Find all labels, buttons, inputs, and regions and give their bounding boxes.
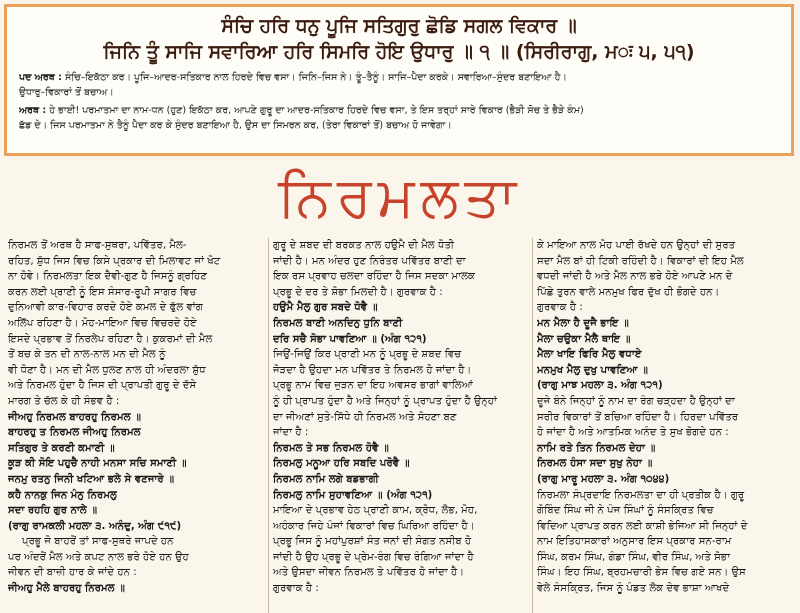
quote-line: ਸਦਾ ਰਹਹਿ ਗੁਰ ਨਾਲੇ ॥ [8, 505, 98, 517]
text-line: ਸਰੀਰ ਵਿਕਾਰਾਂ ਤੋਂ ਬਚਿਆ ਰਹਿੰਦਾ ਹੈ। ਹਿਰਦਾ ਪਵਿੱਤਰ [537, 411, 739, 423]
quote-line: ਮੈਲਾ ਖਾਇ ਫਿਰਿ ਮੈਲੁ ਵਧਾਏ [537, 349, 642, 361]
text-line: ਵੇਲੇ ਸੰਸਕ੍ਰਿਤ, ਜਿਸ ਨੂੰ ਪੰਡਤ ਲੋਕ ਦੇਵ ਭਾਸ਼ਾ ਆਖਦੇ [537, 583, 730, 595]
text-line: ਅਤੇ ਨਿਰਮਲ ਹੁੰਦਾ ਹੈ ਜਿਸ ਦੀ ਪ੍ਰਾਪਤੀ ਗੁਰੂ ਦੇ ਦੱਸੇ [8, 380, 197, 392]
text-line: ਦਾ ਜੀਅਣਾਂ ਸੁਤੇ-ਸਿੱਧੇ ਹੀ ਨਿਰਮਲ ਅਤੇ ਸੋਹਣਾ ਬਣ [273, 411, 457, 423]
arth-label: ਅਰਥ : [19, 105, 47, 116]
article-body [0, 238, 800, 613]
text-line: ਜਾਂਦੀ ਹੈ। ਮਨ ਅੰਦਰ ਹੁਣ ਨਿਰੰਤਰ ਪਵਿੱਤਰ ਬਾਣੀ ਦਾ [273, 255, 466, 267]
quote-line: (ਰਾਗੁ ਮਾਝ ਮਹਲਾ ੩. ਅੰਗ ੧੨੧) [537, 380, 663, 392]
text-line: ਪ੍ਰਭੂ ਜੋ ਬਾਹਰੋਂ ਤਾਂ ਸਾਫ-ਸੁਥਰੇ ਜਾਪਦੇ ਹਨ [22, 536, 174, 548]
text-line: ਅਤੇ ਉਸਦਾ ਜੀਵਨ ਨਿਰਮਲ ਤੇ ਪਵਿੱਤਰ ਹੋ ਜਾਂਦਾ ਹੈ। [273, 567, 465, 579]
article-title: ਨਿਰਮਲਤਾ [277, 165, 523, 230]
quote-line: ਸਤਿਗੁਰ ਤੇ ਕਰਣੀ ਕਮਾਣੀ ॥ [8, 442, 115, 454]
quote-line: ਕੂੜ ਕੀ ਸੋਇ ਪਹੁਚੈ ਨਾਹੀ ਮਨਸਾ ਸਚਿ ਸਮਾਣੀ ॥ [8, 458, 187, 470]
text-line: ਜੀਵਨ ਦੀ ਬਾਜ਼ੀ ਹਾਰ ਕੇ ਜਾਂਦੇ ਹਨ : [8, 567, 137, 579]
quote-line: ਮੈਲਾ ਚਉਕਾ ਮੈਲੈ ਥਾਇ ॥ [537, 333, 631, 345]
verse-line-1: ਸੰਚਿ ਹਰਿ ਧਨੁ ਪੂਜਿ ਸਤਿਗੁਰੁ ਛੋਡਿ ਸਗਲ ਵਿਕਾਰ ॥ [221, 15, 577, 37]
text-line: ਵੀ ਧੋਣਾ ਹੈ। ਮਨ ਦੀ ਮੈਲ ਧੁਲਣ ਨਾਲ ਹੀ ਅੰਦਰਲਾ ਸ਼ੁੱਧ [8, 364, 206, 376]
text-line: ਇਕ ਰਸ ਪ੍ਰਵਾਹ ਚਲਦਾ ਰਹਿੰਦਾ ਹੈ ਜਿਸ ਸਦਕਾ ਮਾਲਕ [273, 271, 475, 283]
column-2 [268, 238, 532, 613]
text-line: ਮਾਇਆ ਦੇ ਪ੍ਰਭਾਵ ਹੇਠ ਪ੍ਰਾਣੀ ਕਾਮ, ਕ੍ਰੋਧ, ਲੋਭ, ਮੋਹ, [273, 505, 478, 517]
text-line: ਜਾਂਦੀ ਹੈ ਉਹ ਪ੍ਰਭੂ ਦੇ ਪ੍ਰੇਮ-ਰੰਗ ਵਿਚ ਰੰਗਿਆ ਜਾਂਦਾ ਹੈ [273, 551, 474, 563]
title-band [0, 162, 800, 234]
column-1 [4, 238, 268, 613]
quote-line: (ਰਾਗੁ ਰਾਮਕਲੀ ਮਹਲਾ ੩. ਅਨੰਦੁ, ਅੰਗ ੯੧੯) [8, 520, 182, 532]
quote-line: ਬਾਹਰਹੁ ਤ ਨਿਰਮਲ ਜੀਅਹੁ ਨਿਰਮਲ [8, 427, 141, 439]
arth-line-2: ਛੱਡ ਦੇ। ਜਿਸ ਪਰਮਾਤਮਾ ਨੇ ਤੈਨੂੰ ਪੈਦਾ ਕਰ ਕੇ ਸੁੰਦਰ ਬਣਾਇਆ ਹੈ, ਉਸ ਦਾ ਸਿਮਰਨ ਕਰ, (ਤੇਰਾ ਵਿਕਾਰਾਂ ਤੋਂ) ਬਚਾਅ ਹੋ ਜਾਵੇਗਾ। [19, 119, 452, 131]
text-line: ਪ੍ਰਭੂ ਜਿਸ ਨੂੰ ਮਹਾਂਪੁਰਸ਼ਾਂ ਸੰਤ ਜਨਾਂ ਦੀ ਸੰਗਤ ਨਸੀਬ ਹੋ [273, 536, 472, 548]
arth-line-1: ਹੇ ਭਾਈ! ਪਰਮਾਤਮਾ ਦਾ ਨਾਮ-ਧਨ (ਹੁਣ) ਇਕੱਠਾ ਕਰ, ਆਪਣੇ ਗੁਰੂ ਦਾ ਆਦਰ-ਸਤਿਕਾਰ ਹਿਰਦੇ ਵਿਚ ਵਸਾ, ਤੇ ਇਸ ਤਰ੍ਹਾਂ ਸਾਰੇ ਵਿਕਾਰ (ਭੈੜੀ ਸੋਚ ਤੇ ਭੈੜੇ ਕੰਮ) [49, 105, 584, 116]
text-line: ਨੂੰ ਹੀ ਪ੍ਰਾਪਤ ਹੁੰਦਾ ਹੈ ਅਤੇ ਜਿਨ੍ਹਾਂ ਨੂੰ ਪ੍ਰਾਪਤ ਹੁੰਦਾ ਹੈ ਉਨ੍ਹਾਂ [273, 395, 497, 407]
text-line: ਮਾਰਗ ਤੇ ਚੱਲ ਕੇ ਹੀ ਸੰਭਵ ਹੈ : [8, 395, 120, 407]
text-line: ਗੁਰਵਾਕ ਹੈ : [273, 583, 319, 595]
quote-line: (ਰਾਗੁ ਮਾਰੂ ਮਹਲਾ ੩. ਅੰਗ ੧੦੪੪) [537, 473, 670, 485]
text-line: ਰਹਿਤ, ਸ਼ੁੱਧ ਜਿਸ ਵਿਚ ਕਿਸੇ ਪ੍ਰਕਾਰ ਦੀ ਮਿਲਾਵਟ ਜਾਂ ਖੋਟ [8, 255, 221, 267]
pad-arth-label: ਪਦ ਅਰਥ : [19, 72, 62, 83]
quote-line: ਨਿਰਮਲ ਨਾਮਿ ਲਗੇ ਬਡਭਾਗੀ [273, 473, 379, 485]
verse-line-2: ਜਿਨਿ ਤੂੰ ਸਾਜਿ ਸਵਾਰਿਆ ਹਰਿ ਸਿਮਰਿ ਹੋਇ ਉਧਾਰੁ ॥ ੧ ॥ (ਸਿਰੀਰਾਗੁ, ਮः ੫, ੫੧) [103, 41, 695, 63]
quote-line: ਹਉਮੈ ਮੈਲੁ ਗੁਰ ਸਬਦੇ ਧੋਵੈ ॥ [273, 302, 378, 314]
text-line: ਪਿੱਛੇ ਤੁਰਨ ਵਾਲੇ ਮਨਮੁਖ ਫਿਰ ਦੁੱਖ ਹੀ ਭੋਗਦੇ ਹਨ। [537, 286, 720, 298]
pad-arth [19, 71, 779, 133]
quote-line: ਜੀਅਹੁ ਮੈਲੇ ਬਾਹਰਹੁ ਨਿਰਮਲ ॥ [8, 583, 126, 595]
text-line: ਵਧਦੀ ਜਾਂਦੀ ਹੈ ਅਤੇ ਮੈਲ ਨਾਲ ਭਰੇ ਹੋਏ ਆਪਣੇ ਮਨ ਦੇ [537, 271, 733, 283]
text-line: ਜਿਉਂ-ਜਿਉਂ ਕਿਰ ਪ੍ਰਾਣੀ ਮਨ ਨੂੰ ਪ੍ਰਭੂ ਦੇ ਸ਼ਬਦ ਵਿਚ [273, 349, 462, 361]
text-line: ਗੋਬਿੰਦ ਸਿੰਘ ਜੀ ਨੇ ਪੰਜ ਸਿੰਘਾਂ ਨੂੰ ਸੰਸਕ੍ਰਿਤ ਵਿਚ [537, 505, 714, 517]
text-line: ਪ੍ਰਭੂ ਨਾਮ ਵਿਚ ਜੁੜਨ ਦਾ ਇਹ ਅਵਸਰ ਭਾਗਾਂ ਵਾਲਿਆਂ [273, 380, 473, 392]
quote-line: ਨਿਰਮਲ ਹੰਸਾ ਸਦਾ ਸੁਖੁ ਨੇਹਾ ॥ [537, 458, 653, 470]
text-line: ਤੋਂ ਬਚ ਕੇ ਤਨ ਦੀ ਨਾਲ-ਨਾਲ ਮਨ ਦੀ ਮੈਲ ਨੂੰ [8, 349, 166, 361]
text-line: ਦੂਜੇ ਬੰਨੇ ਜਿਨ੍ਹਾਂ ਨੂੰ ਨਾਮ ਦਾ ਰੰਗ ਚੜ੍ਹਦਾ ਹੈ ਉਨ੍ਹਾਂ ਦਾ [537, 395, 735, 407]
text-line: ਇਸਦੇ ਪ੍ਰਭਾਵ ਤੋਂ ਨਿਰਲੇਪ ਰਹਿਣਾ ਹੈ। ਕੁਕਰਮਾਂ ਦੀ ਮੈਲ [8, 333, 213, 345]
quote-line: ਜਨਮੁ ਰਤਨੁ ਜਿਨੀ ਖਟਿਆ ਭਲੇ ਸੇ ਵਣਜਾਰੇ ॥ [8, 473, 175, 485]
text-line: ਕਰਨ ਲਈ ਪ੍ਰਾਣੀ ਨੂੰ ਇਸ ਸੰਸਾਰ-ਰੂਪੀ ਸਾਗਰ ਵਿਚ [8, 286, 197, 298]
text-line: ਸਿੰਘ, ਕਰਮ ਸਿੰਘ, ਗੰਡਾ ਸਿੰਘ, ਵੀਰ ਸਿੰਘ, ਅਤੇ ਸੋਭਾ [537, 551, 731, 563]
text-line: ਹੋ ਜਾਂਦਾ ਹੈ ਅਤੇ ਆਤਮਿਕ ਅਨੰਦ ਤੇ ਸੁਖ ਭੋਗਦੇ ਹਨ : [537, 427, 729, 439]
text-line: ਅਹੰਕਾਰ ਜਿਹੇ ਪੰਜਾਂ ਵਿਕਾਰਾਂ ਵਿਚ ਘਿਰਿਆ ਰਹਿੰਦਾ ਹੈ। [273, 520, 475, 532]
quote-line: ਕਹੈ ਨਾਨਕੁ ਜਿਨ ਮੰਨੁ ਨਿਰਮਲੁ [8, 489, 117, 501]
text-line: ਨਾਮ ਇਤਿਹਾਸਕਾਰਾਂ ਅਨੁਸਾਰ ਇਸ ਪ੍ਰਕਾਰ ਸਨ-ਰਾਮ [537, 536, 732, 548]
text-line: ਜਾਂਦਾ ਹੈ : [273, 427, 309, 439]
quote-line: ਜੀਅਹੁ ਨਿਰਮਲ ਬਾਹਰਹੁ ਨਿਰਮਲ ॥ [8, 411, 141, 423]
pad-arth-line-2: ਉਧਾਰੁ–ਵਿਕਾਰਾਂ ਤੋਂ ਬਚਾਅ। [19, 86, 114, 98]
quote-line: ਦਰਿ ਸਚੈ ਸੋਭਾ ਪਾਵਣਿਆ ॥ (ਅੰਗ ੧੨੧) [273, 333, 427, 345]
text-line: ਨਿਰਮਲਾ ਸੰਪ੍ਰਦਾਇ ਨਿਰਮਲਤਾ ਦਾ ਹੀ ਪ੍ਰਤੀਕ ਹੈ। ਗੁਰੂ [537, 489, 745, 501]
text-line: ਵਿਦਿਆ ਪ੍ਰਾਪਤ ਕਰਨ ਲਈ ਕਾਸ਼ੀ ਭੇਜਿਆ ਸੀ ਜਿਨ੍ਹਾਂ ਦੇ [537, 520, 748, 532]
text-line: ਸਿੰਘ। ਇਹ ਸਿੰਘ, ਬ੍ਰਹਮਚਾਰੀ ਭੇਸ ਵਿਚ ਗਏ ਸਨ। ਉਸ [537, 567, 746, 579]
quote-line: ਮਨ ਮੈਲਾ ਹੈ ਦੂਜੈ ਭਾਇ ॥ [537, 317, 629, 329]
quote-line: ਨਿਰਮਲ ਬਾਣੀ ਅਨਦਿਨੁ ਧੁਨਿ ਬਾਣੀ [273, 317, 403, 329]
verse-box [4, 4, 794, 156]
quote-line: ਨਿਰਮਲੁ ਨਾਮਿ ਸੁਹਾਵਣਿਆ ॥ (ਅੰਗ ੧੨੧) [273, 489, 433, 501]
text-line: ਪ੍ਰਭੂ ਦੇ ਦਰ ਤੇ ਸ਼ੋਭਾ ਮਿਲਦੀ ਹੈ। ਗੁਰਵਾਕ ਹੈ : [273, 286, 443, 298]
text-line: ਅਲਿੱਪ ਰਹਿਣਾ ਹੈ। ਮੋਹ-ਮਾਇਆ ਵਿਚ ਵਿਚਰਦੇ ਹੋਏ [8, 317, 197, 329]
text-line: ਨਿਰਮਲ ਤੋਂ ਅਰਥ ਹੈ ਸਾਫ-ਸੁਥਰਾ, ਪਵਿੱਤਰ, ਮੈਲ- [8, 240, 187, 251]
quote-line: ਮਨਮੁਖ ਮੈਲੁ ਦੁਖੁ ਪਾਵਣਿਆ ॥ [537, 364, 648, 376]
text-line: ਨਾ ਹੋਵੇ। ਨਿਰਮਲਤਾ ਇਕ ਦੈਵੀ-ਗੁਣ ਹੈ ਜਿਸਨੂੰ ਗ੍ਰਹਿਣ [8, 271, 207, 283]
column-3 [532, 238, 796, 613]
text-line: ਦੁਨਿਆਵੀ ਕਾਰ-ਵਿਹਾਰ ਕਰਦੇ ਹੋਏ ਕਮਲ ਦੇ ਫੁੱਲ ਵਾਂਗ [8, 302, 203, 314]
text-line: ਪਰ ਅੰਦਰੋਂ ਮੈਲ ਅਤੇ ਕਪਟ ਨਾਲ ਭਰੇ ਹੋਏ ਹਨ ਉਹ [8, 551, 189, 563]
quote-line: ਨਿਰਮਲੁ ਮਨੂਆ ਹਰਿ ਸਬਦਿ ਪਰੋਵੈ ॥ [273, 458, 410, 470]
text-line: ਗੁਰੂ ਦੇ ਸ਼ਬਦ ਦੀ ਬਰਕਤ ਨਾਲ ਹਉਮੈ ਦੀ ਮੈਲ ਧੋਤੀ [273, 240, 455, 251]
quote-line: ਨਾਮਿ ਰਤੇ ਤਿਨ ਨਿਰਮਲ ਦੇਹਾ ॥ [537, 442, 656, 454]
text-line: ਜੋੜਦਾ ਹੈ ਉਹਦਾ ਮਨ ਪਵਿੱਤਰ ਤੇ ਨਿਰਮਲ ਹੋ ਜਾਂਦਾ ਹੈ। [273, 364, 472, 376]
text-line: ਕੇ ਮਾਇਆ ਨਾਲ ਮੋਹ ਪਾਈ ਰੱਖਦੇ ਹਨ ਉਨ੍ਹਾਂ ਦੀ ਸੁਰਤ [537, 240, 736, 251]
text-line: ਗੁਰਵਾਕ ਹੈ : [537, 302, 583, 314]
quote-line: ਨਿਰਮਲ ਤੇ ਸਭ ਨਿਰਮਲ ਹੋਵੈ ॥ [273, 442, 389, 454]
text-line: ਸਦਾ ਮੈਲ ਬਾਂ ਹੀ ਟਿਕੀ ਰਹਿੰਦੀ ਹੈ। ਵਿਕਾਰਾਂ ਦੀ ਇਹ ਮੈਲ [537, 255, 744, 267]
pad-arth-line-1: ਸੰਚਿ–ਇਕੱਠਾ ਕਰ। ਪੂਜਿ–ਆਦਰ-ਸਤਿਕਾਰ ਨਾਲ ਹਿਰਦੇ ਵਿਚ ਵਸਾ। ਜਿਨਿ–ਜਿਸ ਨੇ। ਤੂੰ–ਤੈਨੂੰ। ਸਾਜਿ–ਪੈਦਾ ਕਰਕੇ। ਸਵਾਰਿਆ–ਸੁੰਦਰ ਬਣਾਇਆ ਹੈ। [64, 72, 567, 83]
